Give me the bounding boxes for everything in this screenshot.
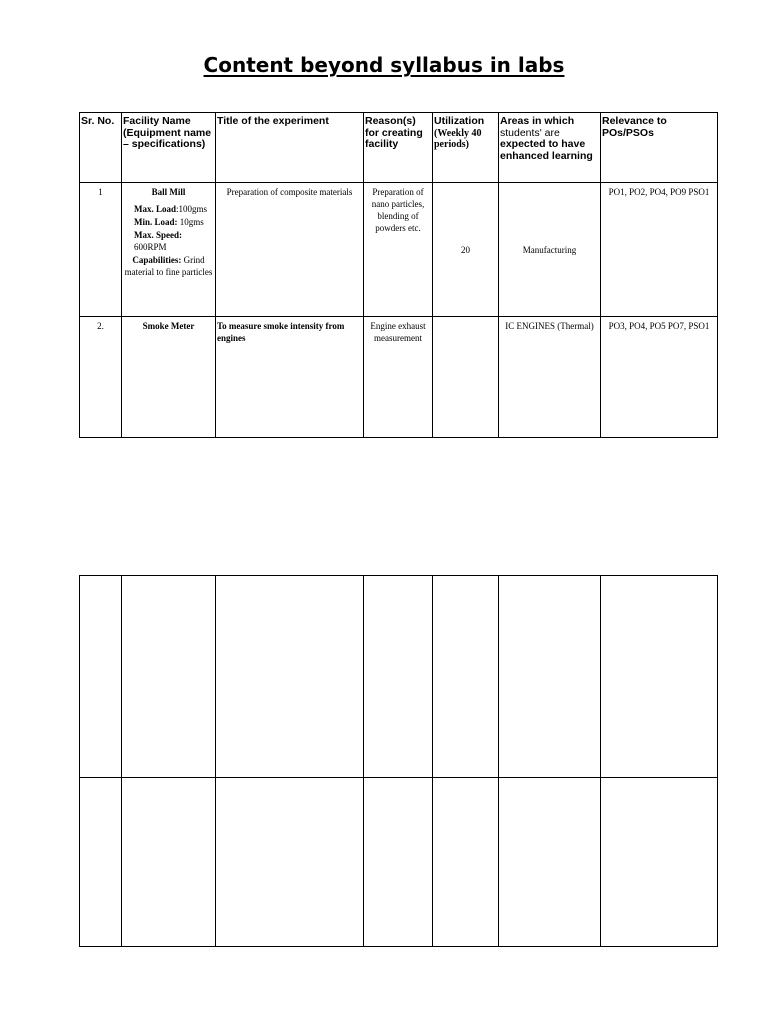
table-row	[80, 317, 718, 438]
row-utilization	[433, 317, 499, 438]
page-title: Content beyond syllabus in labs	[203, 53, 565, 77]
row-facility: Smoke Meter	[122, 317, 216, 438]
empty-cell	[122, 576, 216, 778]
row-utilization: 20	[433, 183, 499, 317]
empty-cell	[216, 576, 364, 778]
row-reason: Engine exhaust measurement	[364, 317, 433, 438]
empty-cell	[499, 576, 601, 778]
row-reason: Preparation of nano particles, blending of powders etc.	[364, 183, 433, 317]
header-row	[80, 113, 718, 183]
facility-name: Ball Mill	[151, 187, 186, 197]
facility-table	[79, 112, 718, 438]
empty-cell	[499, 778, 601, 947]
row-areas: Manufacturing	[499, 183, 601, 317]
header-areas: Areas in which students' are expected to have enhanced learning	[499, 113, 601, 183]
row-sr: 1	[80, 183, 122, 317]
row-facility	[122, 183, 216, 317]
row-sr: 2.	[80, 317, 122, 438]
spec-max-speed: Max. Speed: 600RPM	[134, 230, 182, 252]
header-utilization: Utilization (Weekly 40 periods)	[433, 113, 499, 183]
empty-cell	[601, 576, 718, 778]
spec-min-load: Min. Load: 10gms	[134, 217, 204, 227]
header-relevance: Relevance to POs/PSOs	[601, 113, 718, 183]
header-utilization-note: (Weekly 40 periods)	[434, 127, 482, 150]
header-facility-name: Facility Name (Equipment name – specifications)	[122, 113, 216, 183]
empty-cell	[122, 778, 216, 947]
row-areas: IC ENGINES (Thermal)	[499, 317, 601, 438]
empty-row	[80, 778, 718, 947]
empty-row	[80, 576, 718, 778]
row-relevance: PO1, PO2, PO4, PO9 PSO1	[601, 183, 718, 317]
row-experiment: Preparation of composite materials	[216, 183, 364, 317]
empty-cell	[216, 778, 364, 947]
empty-cell	[80, 576, 122, 778]
empty-cell	[433, 778, 499, 947]
header-sr-no: Sr. No.	[80, 113, 122, 183]
empty-cell	[364, 576, 433, 778]
header-reasons: Reason(s) for creating facility	[364, 113, 433, 183]
spec-max-load: Max. Load:100gms	[134, 204, 208, 214]
empty-table	[79, 575, 718, 947]
empty-cell	[433, 576, 499, 778]
empty-cell	[80, 778, 122, 947]
empty-cell	[601, 778, 718, 947]
header-title-experiment: Title of the experiment	[216, 113, 364, 183]
row-relevance: PO3, PO4, PO5 PO7, PSO1	[601, 317, 718, 438]
table-row	[80, 183, 718, 317]
row-experiment: To measure smoke intensity from engines	[216, 317, 364, 438]
empty-cell	[364, 778, 433, 947]
header-areas-students: students' are	[500, 126, 560, 139]
spec-capabilities: Capabilities: Grind material to fine particles	[124, 255, 213, 277]
